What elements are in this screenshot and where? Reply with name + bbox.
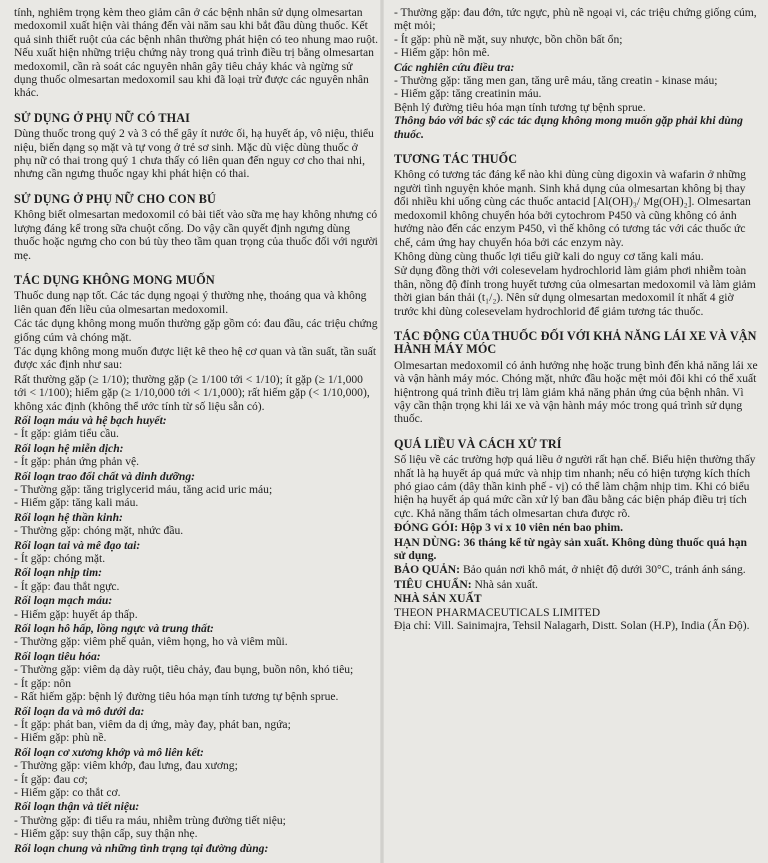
group-item: - Thường gặp: đi tiểu ra máu, nhiễm trùng đường tiết niệu;	[14, 813, 286, 827]
interactions-p2: Không dùng cùng thuốc lợi tiểu giữ kali do nguy cơ tăng kali máu.	[394, 249, 704, 263]
side-effects-p2: Các tác dụng không mong muốn thường gặp gồm có: đau đầu, các triệu chứng giống cúm và chóng mặt.	[14, 317, 378, 344]
expiry-line	[394, 536, 758, 563]
page-fold	[380, 0, 384, 863]
group-title: Rối loạn thận và tiết niệu:	[14, 800, 140, 814]
pregnancy-heading: SỬ DỤNG Ở PHỤ NỮ CÓ THAI	[14, 110, 190, 125]
manufacturer-block	[394, 592, 758, 632]
investigation-item: - Hiếm gặp: tăng creatinin máu.	[394, 87, 542, 101]
intro-text: tính, nghiêm trọng kèm theo giảm cân ở các bệnh nhân sử dụng olmesartan medoxomil xuất hiện vài tháng đến vài năm sau khi bắt đầu dùng thuốc. Kết quả sinh thiết ruột của các bệnh nhân thường phát hiện có teo nhung mao ruột. Nếu xuất hiện những triệu chứng này trong quá trình điều trị bằng olmesartan medoxomil, cần rà soát các nguyên nhân gây tiêu chảy khác và ngừng sử dụng thuốc olmesartan medoxomil sau khi đã loại trừ được các nguyên nhân khác.	[14, 6, 378, 100]
manufacturer-name: THEON PHARMACEUTICALS LIMITED	[394, 605, 601, 619]
standard-label: TIÊU CHUẨN:	[394, 577, 472, 591]
side-effects-p1: Thuốc dung nạp tốt. Các tác dụng ngoại ý thường nhẹ, thoáng qua và không liên quan đến liều của olmesartan medoxomil.	[14, 289, 367, 316]
group-item: - Hiếm gặp: huyết áp thấp.	[14, 607, 138, 621]
group-item: - Thường gặp: tăng triglycerid máu, tăng acid uric máu;	[14, 483, 273, 496]
group-title: Rối loạn tiêu hóa:	[14, 649, 101, 663]
pregnancy-text: Dùng thuốc trong quý 2 và 3 có thể gây ít nước ối, hạ huyết áp, vô niệu, thiểu niệu, biến dạng sọ mặt và tự vong ở trẻ sơ sinh. Mặc dù việc dùng thuốc ở phụ nữ có thai trong quý 1 chưa thấy có liên quan đến nguy cơ cho thai nhi, nhưng cần ngưng thuốc ngay khi phát hiện có thai.	[14, 127, 374, 181]
vascular-group	[14, 594, 378, 621]
general-item: - Hiếm gặp: hôn mê.	[394, 46, 490, 60]
overdose-heading: QUÁ LIỀU VÀ CÁCH XỬ TRÍ	[394, 436, 562, 451]
standard-value: Nhà sản xuất.	[474, 577, 538, 591]
breastfeeding-text: Không biết olmesartan medoxomil có bài tiết vào sữa mẹ hay không nhưng có lượng đáng kể trong sữa chuột cống. Do vậy cần quyết định ngưng dùng thuốc hoặc ngưng cho con bú tùy theo tầm quan trọng của thuốc đối với người mẹ.	[14, 208, 378, 262]
group-item: - Thường gặp: viêm phế quản, viêm họng, ho và viêm mũi.	[14, 635, 288, 649]
standard-line	[394, 578, 758, 591]
interactions-heading: TƯƠNG TÁC THUỐC	[394, 152, 518, 167]
metabolism-group	[14, 470, 378, 510]
group-item: - Ít gặp: phát ban, viêm da dị ứng, mày đay, phát ban, ngứa;	[14, 717, 291, 731]
driving-text: Olmesartan medoxomil có ảnh hưởng nhẹ hoặc trung bình đến khả năng lái xe và vận hành máy móc. Chóng mặt, nhức đầu hoặc mệt mỏi đôi khi có thể xuất hiệntrong quá trình điều trị làm giảm khả năng phản ứng của bệnh nhân. Vì vậy cần thận trọng khi lái xe và vận hành máy móc trong quá trình sử dụng thuốc.	[394, 358, 758, 426]
respiratory-group	[14, 622, 378, 649]
general-group	[14, 842, 378, 855]
musculoskeletal-group	[14, 746, 378, 800]
group-title: Rối loạn hệ thần kinh:	[14, 510, 123, 524]
storage-value: Bảo quản nơi khô mát, ở nhiệt độ dưới 30°C, tránh ánh sáng.	[462, 563, 746, 577]
group-title: Rối loạn trao đổi chất và dinh dưỡng:	[14, 469, 195, 483]
group-item: - Ít gặp: chóng mặt.	[14, 552, 106, 566]
group-title: Rối loạn cơ xương khớp và mô liên kết:	[14, 745, 204, 759]
group-item: - Rất hiếm gặp: bệnh lý đường tiêu hóa mạn tính tương tự bệnh sprue.	[14, 690, 339, 704]
group-item: - Ít gặp: giảm tiểu cầu.	[14, 427, 119, 441]
gastro-group	[14, 650, 378, 704]
group-item: - Hiếm gặp: suy thận cấp, suy thận nhẹ.	[14, 827, 198, 841]
group-title: Rối loạn máu và hệ bạch huyết:	[14, 413, 167, 427]
overdose-text: Số liệu về các trường hợp quá liều ở người rất hạn chế. Biểu hiện thường thấy nhất là hạ huyết áp quá mức và nhịp tim nhanh; nếu có hiện tượng kích thích phó giao cảm (dây thần kinh phế - vị) có thể làm chậm nhịp tim. Khi có biểu hiện hạ huyết áp quá mức cần xử lý ban đầu bằng các biện pháp điều trị tích cực. Khả năng thẩm tách olmesartan chưa được rõ.	[394, 453, 756, 520]
interactions-p3: Sử dụng đồng thời với colesevelam hydrochlorid làm giảm phơi nhiễm toàn thân, nồng độ đỉnh trong huyết tương của olmesartan medoxomil và làm giảm thời gian bán thải (t₁/₂). Nên sử dụng olmesartan medoxomil ít nhất 4 giờ trước khi dùng colesevelam hydrochlorid để giảm tương tác thuốc.	[394, 264, 756, 318]
group-item: - Hiếm gặp: tăng kali máu.	[14, 496, 139, 510]
general-item: - Ít gặp: phù nề mặt, suy nhược, bồn chồn bất ổn;	[394, 32, 623, 46]
investigation-item: - Thường gặp: tăng men gan, tăng urê máu, tăng creatin - kinase máu;	[394, 74, 718, 88]
group-title: Rối loạn chung và những tình trạng tại đường dùng:	[14, 841, 269, 855]
group-title: Rối loạn nhịp tim:	[14, 566, 102, 580]
investigation-item: Bệnh lý đường tiêu hóa mạn tính tương tự bệnh sprue.	[394, 100, 646, 114]
group-item: - Hiếm gặp: phù nề.	[14, 731, 107, 745]
group-title: Rối loạn da và mô dưới da:	[14, 704, 145, 718]
group-item: - Thường gặp: viêm dạ dày ruột, tiêu chảy, đau bụng, buồn nôn, khó tiêu;	[14, 663, 354, 677]
group-item: - Ít gặp: nôn	[14, 676, 71, 690]
breastfeeding-heading: SỬ DỤNG Ở PHỤ NỮ CHO CON BÚ	[14, 191, 216, 206]
group-title: Rối loạn tai và mê đạo tai:	[14, 538, 141, 552]
group-item: - Hiếm gặp: co thắt cơ.	[14, 785, 121, 799]
group-item: - Ít gặp: đau cơ;	[14, 772, 88, 786]
expiry-label: HẠN DÙNG:	[394, 535, 461, 549]
ear-group	[14, 539, 378, 566]
frequency-definitions: Rất thường gặp (≥ 1/10); thường gặp (≥ 1/100 tới < 1/10); ít gặp (≥ 1/1,000 tới < 1/100); hiếm gặp (≥ 1/10,000 tới < 1/1,000); rất hiếm gặp (< 1/10,000), không xác định (không thể ước tính từ số liệu sẵn có).	[14, 372, 370, 413]
manufacturer-address: Địa chỉ: Vill. Sainimajra, Tehsil Nalagarh, Distt. Solan (H.P), India (Ấn Độ).	[394, 619, 750, 633]
packaging-value: Hộp 3 vỉ x 10 viên nén bao phim.	[461, 521, 624, 535]
report-notice: Thông báo với bác sỹ các tác dụng không mong muốn gặp phải khi dùng thuốc.	[394, 114, 743, 141]
blood-group	[14, 414, 378, 441]
general-item: - Thường gặp: đau đớn, tức ngực, phù nề ngoại vi, các triệu chứng giống cúm, mệt mỏi;	[394, 6, 757, 33]
group-title: Rối loạn mạch máu:	[14, 594, 113, 608]
expiry-value: 36 tháng kể từ ngày sản xuất. Không dùng thuốc quá hạn sử dụng.	[394, 535, 747, 563]
storage-label: BẢO QUẢN:	[394, 563, 461, 577]
interactions-p1: Không có tương tác đáng kể nào khi dùng cùng digoxin và wafarin ở những người tình nguyện khỏe mạnh. Sinh khả dụng của olmesartan không bị thay đổi nhiều khi uống cùng các thuốc antacid [Al(OH)₃/ Mg(OH)₂]. Olmesartan medoxomil không chuyển hóa bởi cytochrom P450 và cũng không có ảnh hưởng nào đến các enzym P450, vì thế không có tương tác với các thuốc ức chế, cảm ứng hay chuyển hóa bởi các enzym này.	[394, 168, 751, 249]
storage-line	[394, 563, 758, 576]
nervous-group	[14, 511, 378, 538]
packaging-label: ĐÓNG GÓI:	[394, 521, 459, 535]
investigations-title: Các nghiên cứu điều tra:	[394, 60, 515, 74]
packaging-line	[394, 521, 758, 534]
immune-group	[14, 442, 378, 469]
group-item: - Ít gặp: đau thắt ngực.	[14, 579, 120, 593]
manufacturer-label: NHÀ SẢN XUẤT	[394, 592, 482, 606]
side-effects-p3: Tác dụng không mong muốn được liệt kê theo hệ cơ quan và tần suất, tần suất được xác định như sau:	[14, 344, 377, 372]
side-effects-heading: TÁC DỤNG KHÔNG MONG MUỐN	[14, 272, 215, 287]
driving-heading: TÁC ĐỘNG CỦA THUỐC ĐỐI VỚI KHẢ NĂNG LÁI XE VÀ VẬN HÀNH MÁY MÓC	[394, 328, 757, 357]
group-item: - Thường gặp: chóng mặt, nhức đầu.	[14, 524, 184, 538]
renal-group	[14, 800, 378, 840]
left-column	[14, 6, 378, 863]
group-title: Rối loạn hệ miễn dịch:	[14, 441, 124, 455]
right-column	[394, 6, 758, 863]
skin-group	[14, 705, 378, 745]
group-title: Rối loạn hô hấp, lồng ngực và trung thất:	[14, 622, 214, 636]
group-item: - Thường gặp: viêm khớp, đau lưng, đau xương;	[14, 759, 238, 773]
cardiac-group	[14, 566, 378, 593]
group-item: - Ít gặp: phản ứng phản vệ.	[14, 455, 140, 469]
